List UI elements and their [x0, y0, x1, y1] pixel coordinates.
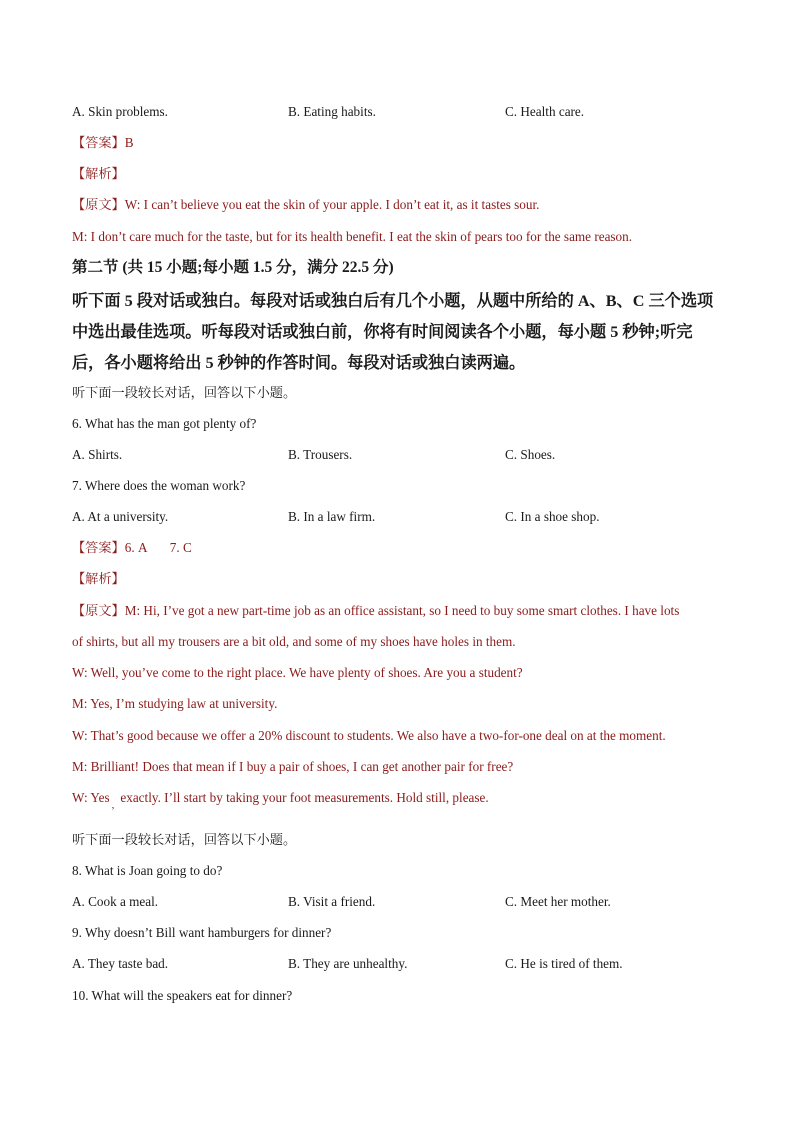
question-7: 7. Where does the woman work?: [72, 478, 246, 493]
q7-option-a: A. At a university.: [72, 509, 169, 524]
answer-value: 6. A 7. C: [124, 540, 192, 555]
question-9: 9. Why doesn’t Bill want hamburgers for dinner?: [72, 925, 332, 940]
q5-option-b: B. Eating habits.: [288, 104, 376, 119]
q7-option-b: B. In a law firm.: [288, 509, 376, 524]
q6-option-a: A. Shirts.: [72, 447, 123, 462]
q6-7-original-line4: M: Yes, I’m studying law at university.: [72, 696, 278, 711]
q6-7-original-line5: W: That’s good because we offer a 20% discount to students. We also have a two-for-one deal on at the moment.: [72, 728, 666, 743]
question-6: 6. What has the man got plenty of?: [72, 416, 257, 431]
section2-title: 第二节 (共 15 小题;每小题 1.5 分，满分 22.5 分): [72, 259, 394, 276]
q6-option-b: B. Trousers.: [288, 447, 353, 462]
q9-option-c: C. He is tired of them.: [505, 956, 623, 971]
dialog8-intro: 听下面一段较长对话，回答以下小题。: [72, 832, 297, 847]
answer-value: B: [124, 135, 134, 150]
q5-answer: [72, 134, 134, 152]
q6-7-original-line1: [72, 602, 679, 620]
answer-label: 【答案】: [72, 540, 125, 555]
q7-option-c: C. In a shoe shop.: [505, 509, 600, 524]
q6-7-analysis-label: 【解析】: [72, 571, 125, 586]
transcript-text-end: exactly. I’ll start by taking your foot measurements. Hold still, please.: [120, 790, 489, 805]
q9-option-a: A. They taste bad.: [72, 956, 169, 971]
q5-original-line2: M: I don’t care much for the taste, but for its health benefit. I eat the skin of pears too for the same reason.: [72, 229, 633, 244]
dialog6-intro: 听下面一段较长对话，回答以下小题。: [72, 385, 297, 400]
transcript-text-start: W: Yes: [72, 790, 110, 805]
q6-7-original-line2: of shirts, but all my trousers are a bit old, and some of my shoes have holes in them.: [72, 634, 516, 649]
q6-7-original-line6: M: Brilliant! Does that mean if I buy a pair of shoes, I can get another pair for free?: [72, 759, 514, 774]
section2-instructions: 听下面 5 段对话或独白。每段对话或独白后有几个小题，从题中所给的 A、B、C 三个选项中选出最佳选项。听每段对话或独白前，你将有时间阅读各个小题，每小题 5 秒钟;听完后，各小题将给出 5 秒钟的作答时间。每段对话或独白读两遍。: [72, 292, 714, 372]
q8-option-a: A. Cook a meal.: [72, 894, 159, 909]
q5-analysis-label: 【解析】: [72, 166, 125, 181]
q6-option-c: C. Shoes.: [505, 447, 556, 462]
q6-7-original-line7: [72, 789, 489, 811]
original-label: 【原文】: [72, 197, 125, 212]
q9-option-b: B. They are unhealthy.: [288, 956, 408, 971]
question-8: 8. What is Joan going to do?: [72, 863, 223, 878]
q8-option-c: C. Meet her mother.: [505, 894, 611, 909]
comma-mark: ,: [111, 799, 115, 811]
q5-option-c: C. Health care.: [505, 104, 585, 119]
q6-7-original-line3: W: Well, you’ve come to the right place. We have plenty of shoes. Are you a student?: [72, 665, 523, 680]
q8-option-b: B. Visit a friend.: [288, 894, 376, 909]
answer-label: 【答案】: [72, 135, 125, 150]
original-label: 【原文】: [72, 603, 125, 618]
q6-7-answer: [72, 539, 192, 557]
transcript-text: M: Hi, I’ve got a new part-time job as an office assistant, so I need to buy some smart clothes. I have lots: [124, 603, 680, 618]
transcript-text: W: I can’t believe you eat the skin of your apple. I don’t eat it, as it tastes sour.: [124, 197, 540, 212]
q5-option-a: A. Skin problems.: [72, 104, 168, 119]
question-10: 10. What will the speakers eat for dinner?: [72, 988, 293, 1003]
q5-original-line1: [72, 196, 539, 214]
